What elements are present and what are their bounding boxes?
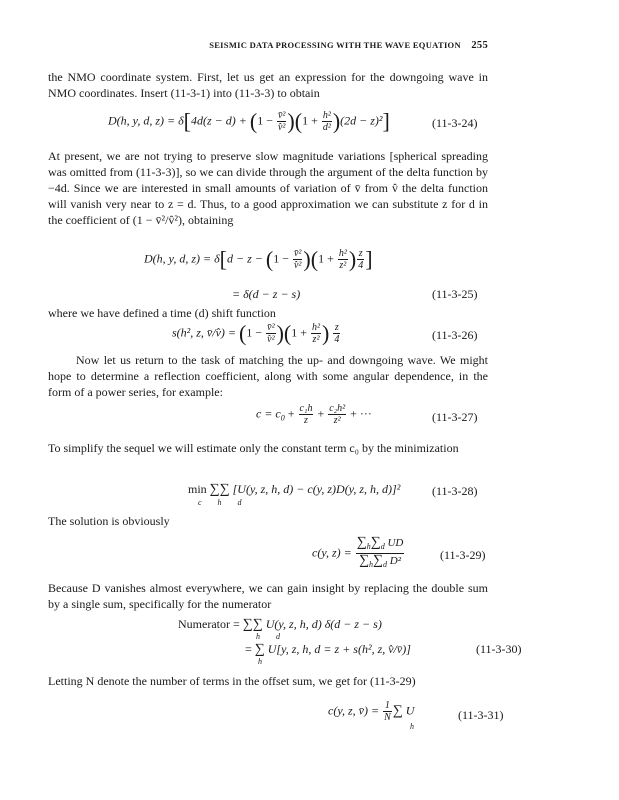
eq25-lhs: D(h, y, d, z) = δ xyxy=(144,251,220,266)
paragraph-3: where we have defined a time (d) shift function xyxy=(48,306,276,320)
eq25-frac-velocity: $\frac{\text{v̄²}}{\text{v̂²}}$ xyxy=(293,248,302,271)
eq25-body: d − z − xyxy=(227,251,263,266)
eq30-body-1: U(y, z, h, d) δ(d − z − s) xyxy=(265,617,382,631)
eq-number-24: (11-3-24) xyxy=(432,116,478,130)
paragraph-6: The solution is obviously xyxy=(48,514,170,528)
eq26-frac-depth: $\frac{z}{4}$ xyxy=(334,322,340,345)
eq26-lhs: s(h², z, v̄/v̂) = xyxy=(172,325,237,340)
eq-number-27: (11-3-27) xyxy=(432,410,478,424)
eq27-tail: + ··· xyxy=(350,406,372,421)
eq30-under-indices-2: h xyxy=(258,657,269,666)
eq-number-29: (11-3-29) xyxy=(440,548,486,562)
equation-11-3-29 xyxy=(312,536,405,571)
equation-11-3-24: D(h, y, d, z) = δ[4d(z − d) + (1 − $\frac{\text{v̄²}}{\text{v̂²}}$ )(1 + $\frac{\text{h²}}{\text{d²}}$ )(2d − z)²] xyxy=(108,108,390,134)
eq27-frac-2: $\frac{\text{c₂h²}}{\text{z²}}$ xyxy=(329,403,346,426)
eq26-frac-offset: $\frac{\text{h²}}{\text{z²}}$ xyxy=(312,322,320,345)
equation-11-3-28: min ∑∑ [U(y, z, h, d) − c(y, z)D(y, z, h, d)]² xyxy=(188,482,401,497)
eq-number-30: (11-3-30) xyxy=(476,642,522,656)
paragraph-2: At present, we are not trying to preserve slow magnitude variations [spherical spreading was omitted from (11-3-3)], so we can divide through the argument of the delta function by −4d. Since we are interested in small amounts of variation of v̄ from v̂ the delta function will vanish very near to z = d. Thus, to a good approximation we can substitute z for d in the coefficient of (1 − v̄²/v̂²), obtaining xyxy=(48,149,488,227)
paragraph-1: the NMO coordinate system. First, let us get an expression for the downgoing wave in NMO coordinates. Insert (11-3-1) into (11-3-3) to obtain xyxy=(48,70,488,100)
equation-11-3-30-line-1: Numerator = ∑∑ U(y, z, h, d) δ(d − z − s) xyxy=(178,617,382,632)
equation-11-3-27: $c = c_0$ + $\frac{\text{c₁h}}{z}$ + $\frac{\text{c₂h²}}{\text{z²}}$ + ··· xyxy=(256,403,372,426)
eq30-under-indices-1: h d xyxy=(256,632,287,641)
equation-11-3-30-line-2: = ∑ U[y, z, h, d = z + s(h², z, v̂/v̄)] xyxy=(245,642,411,657)
eq24-body: 4d(z − d) + xyxy=(191,113,247,128)
equation-11-3-31: c(y, z, v̄) = $\frac{1}{N}$ ∑ U xyxy=(328,700,415,723)
paragraph-5: To simplify the sequel we will estimate only the constant term c₀ by the minimization xyxy=(48,441,459,455)
eq24-lhs: D(h, y, d, z) = δ xyxy=(108,113,184,128)
eq-number-31: (11-3-31) xyxy=(458,708,504,722)
eq28-body: [U(y, z, h, d) − c(y, z)D(y, z, h, d)]² xyxy=(232,482,401,496)
eq-number-28: (11-3-28) xyxy=(432,484,478,498)
eq27-frac-1: $\frac{\text{c₁h}}{z}$ xyxy=(299,403,313,426)
eq24-tail: (2d − z)² xyxy=(340,113,383,128)
equation-11-3-25-line-2: = δ(d − z − s) xyxy=(232,287,301,301)
eq29-frac: $\frac{\sum_h\sum_d UD}{\sum_h\sum_d D^2}$ xyxy=(356,535,404,570)
eq25-frac-offset: $\frac{\text{h²}}{\text{z²}}$ xyxy=(338,248,347,271)
eq31-under-indices: h xyxy=(410,722,421,731)
eq29-lhs: c(y, z) = xyxy=(312,545,352,560)
eq24-frac-offset: $\frac{\text{h²}}{\text{d²}}$ xyxy=(322,110,331,133)
running-title: SEISMIC DATA PROCESSING WITH THE WAVE EQUATION xyxy=(209,40,461,50)
equation-11-3-26: s(h², z, v̄/v̂) = (1 − $\frac{\text{v̄²}}{\text{v̂²}}$ )(1 + $\frac{\text{h²}}{\text{z²}}$ ) $\frac{z}{4}$ xyxy=(172,320,340,346)
eq31-frac: $\frac{1}{N}$ xyxy=(384,700,391,723)
eq31-tail: U xyxy=(405,703,415,718)
eq-number-25: (11-3-25) xyxy=(432,287,478,301)
eq31-lhs: c(y, z, v̄) = xyxy=(328,703,380,718)
eq28-under-indices: c h d xyxy=(198,498,249,507)
eq30-body-2: U[y, z, h, d = z + s(h², z, v̂/v̄)] xyxy=(267,642,411,656)
eq26-frac-velocity: $\frac{\text{v̄²}}{\text{v̂²}}$ xyxy=(267,322,275,345)
eq24-frac-velocity: $\frac{\text{v̄²}}{\text{v̂²}}$ xyxy=(277,110,286,133)
eq-number-26: (11-3-26) xyxy=(432,328,478,342)
equation-11-3-25-line-1: D(h, y, d, z) = δ[d − z − (1 − $\frac{\text{v̄²}}{\text{v̂²}}$ )(1 + $\frac{\text{h²}}{\text{z²}}$ ) $\frac{z}{4}$ ] xyxy=(144,246,373,272)
eq30-lhs: Numerator = xyxy=(178,617,240,631)
eq27-lhs: c = c xyxy=(256,406,281,421)
eq25-frac-depth: $\frac{z}{4}$ xyxy=(358,248,364,271)
paragraph-8: Letting N denote the number of terms in the offset sum, we get for (11-3-29) xyxy=(48,674,416,688)
paragraph-4: Now let us return to the task of matching the up- and downgoing wave. We might hope to determine a reflection coefficient, along with some angular dependence, in the form of a power series, for example: xyxy=(48,353,488,399)
running-header xyxy=(209,40,488,51)
page-number: 255 xyxy=(471,40,488,51)
paragraph-7: Because D vanishes almost everywhere, we can gain insight by replacing the double sum by a single sum, specifically for the numerator xyxy=(48,581,488,611)
